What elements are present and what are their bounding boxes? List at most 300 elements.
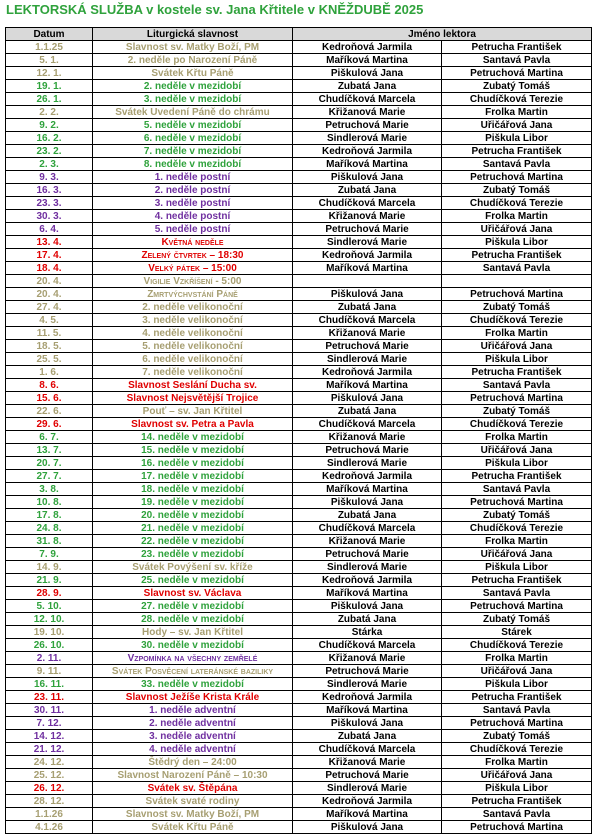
row-lector-2: Petruchová Martina	[442, 171, 592, 184]
row-lector-1: Zubatá Jana	[293, 613, 442, 626]
row-lector-1: Zubatá Jana	[293, 80, 442, 93]
row-liturgical-feast: 3. neděle postní	[93, 197, 293, 210]
row-lector-1: Piškulová Jana	[293, 821, 442, 834]
row-date: 26. 12.	[6, 782, 93, 795]
row-lector-2: Zubatý Tomáš	[442, 509, 592, 522]
table-row	[6, 80, 592, 93]
row-lector-2: Petrucha František	[442, 470, 592, 483]
row-lector-1: Chudíčková Marcela	[293, 93, 442, 106]
table-row	[6, 41, 592, 54]
row-lector-1: Stárka	[293, 626, 442, 639]
row-date: 31. 8.	[6, 535, 93, 548]
table-row	[6, 418, 592, 431]
row-date: 24. 8.	[6, 522, 93, 535]
table-row	[6, 314, 592, 327]
header-date: Datum	[6, 28, 93, 41]
row-lector-1: Sindlerová Marie	[293, 236, 442, 249]
row-liturgical-feast: Vzpomínka na všechny zemřelé	[93, 652, 293, 665]
row-lector-2: Zubatý Tomáš	[442, 80, 592, 93]
row-date: 6. 7.	[6, 431, 93, 444]
row-lector-2: Petrucha František	[442, 366, 592, 379]
row-lector-1: Chudíčková Marcela	[293, 418, 442, 431]
row-date: 1. 6.	[6, 366, 93, 379]
row-date: 16. 3.	[6, 184, 93, 197]
row-date: 20. 4.	[6, 275, 93, 288]
row-lector-2: Frolka Martin	[442, 106, 592, 119]
row-date: 24. 12.	[6, 756, 93, 769]
row-liturgical-feast: Slavnost sv. Václava	[93, 587, 293, 600]
row-lector-2: Santavá Pavla	[442, 704, 592, 717]
row-lector-2: Santavá Pavla	[442, 54, 592, 67]
row-lector-1: Chudíčková Marcela	[293, 197, 442, 210]
row-liturgical-feast: 15. neděle v mezidobí	[93, 444, 293, 457]
table-row	[6, 54, 592, 67]
table-row	[6, 587, 592, 600]
table-row	[6, 535, 592, 548]
row-lector-2: Uřičářová Jana	[442, 769, 592, 782]
row-date: 17. 8.	[6, 509, 93, 522]
row-liturgical-feast: 5. neděle v mezidobí	[93, 119, 293, 132]
table-row	[6, 223, 592, 236]
row-liturgical-feast: Velký pátek – 15:00	[93, 262, 293, 275]
row-lector-2: Santavá Pavla	[442, 808, 592, 821]
row-liturgical-feast: 1. neděle postní	[93, 171, 293, 184]
row-date: 13. 4.	[6, 236, 93, 249]
table-row	[6, 808, 592, 821]
row-lector-2: Frolka Martin	[442, 327, 592, 340]
row-lector-1: Petruchová Marie	[293, 769, 442, 782]
table-row	[6, 795, 592, 808]
row-liturgical-feast: Štědrý den – 24:00	[93, 756, 293, 769]
row-date: 26. 1.	[6, 93, 93, 106]
row-liturgical-feast: 2. neděle velikonoční	[93, 301, 293, 314]
document-title: LEKTORSKÁ SLUŽBA v kostele sv. Jana Křtitele v KNĚŽDUBĚ 2025	[6, 2, 424, 17]
table-row	[6, 93, 592, 106]
row-date: 20. 7.	[6, 457, 93, 470]
row-lector-1: Maříková Martina	[293, 704, 442, 717]
row-lector-1: Zubatá Jana	[293, 405, 442, 418]
row-liturgical-feast: 28. neděle v mezidobí	[93, 613, 293, 626]
row-date: 27. 4.	[6, 301, 93, 314]
row-date: 21. 12.	[6, 743, 93, 756]
row-lector-2: Piškula Libor	[442, 457, 592, 470]
row-lector-2: Petruchová Martina	[442, 496, 592, 509]
row-date: 9. 2.	[6, 119, 93, 132]
row-liturgical-feast: 8. neděle v mezidobí	[93, 158, 293, 171]
row-liturgical-feast: 2. neděle po Narození Páně	[93, 54, 293, 67]
table-row	[6, 301, 592, 314]
row-liturgical-feast: Slavnost Seslání Ducha sv.	[93, 379, 293, 392]
table-row	[6, 691, 592, 704]
row-date: 18. 4.	[6, 262, 93, 275]
row-date: 13. 7.	[6, 444, 93, 457]
row-liturgical-feast: 3. neděle adventní	[93, 730, 293, 743]
row-date: 10. 8.	[6, 496, 93, 509]
table-row	[6, 626, 592, 639]
row-lector-2: Petruchová Martina	[442, 717, 592, 730]
row-lector-1: Piškulová Jana	[293, 392, 442, 405]
row-liturgical-feast: 33. neděle v mezidobí	[93, 678, 293, 691]
table-row	[6, 652, 592, 665]
row-liturgical-feast: Vigilie Vzkříšení - 5:00	[93, 275, 293, 288]
row-liturgical-feast: 7. neděle v mezidobí	[93, 145, 293, 158]
row-liturgical-feast: 25. neděle v mezidobí	[93, 574, 293, 587]
row-liturgical-feast: 5. neděle postní	[93, 223, 293, 236]
row-lector-1: Piškulová Jana	[293, 67, 442, 80]
row-date: 16. 11.	[6, 678, 93, 691]
table-row	[6, 288, 592, 301]
row-liturgical-feast: Hody – sv. Jan Křtitel	[93, 626, 293, 639]
row-lector-1: Petruchová Marie	[293, 119, 442, 132]
row-lector-1: Křižanová Marie	[293, 535, 442, 548]
row-lector-1: Piškulová Jana	[293, 171, 442, 184]
row-lector-2: Petruchová Martina	[442, 67, 592, 80]
row-lector-2: Petrucha František	[442, 249, 592, 262]
row-lector-2: Stárek	[442, 626, 592, 639]
row-liturgical-feast: Květná neděle	[93, 236, 293, 249]
row-lector-1: Chudíčková Marcela	[293, 639, 442, 652]
table-row	[6, 106, 592, 119]
row-lector-2: Zubatý Tomáš	[442, 301, 592, 314]
row-liturgical-feast: 3. neděle velikonoční	[93, 314, 293, 327]
table-row	[6, 132, 592, 145]
row-lector-1: Maříková Martina	[293, 379, 442, 392]
row-lector-1: Kedroňová Jarmila	[293, 574, 442, 587]
row-liturgical-feast: Svátek sv. Štěpána	[93, 782, 293, 795]
row-lector-2: Frolka Martin	[442, 431, 592, 444]
row-date: 8. 6.	[6, 379, 93, 392]
row-lector-1: Kedroňová Jarmila	[293, 249, 442, 262]
row-liturgical-feast: Svátek Povýšení sv. kříže	[93, 561, 293, 574]
row-lector-2: Uřičářová Jana	[442, 340, 592, 353]
row-liturgical-feast: 20. neděle v mezidobí	[93, 509, 293, 522]
table-row	[6, 769, 592, 782]
table-row	[6, 678, 592, 691]
row-date: 4.1.26	[6, 821, 93, 834]
row-liturgical-feast: 6. neděle velikonoční	[93, 353, 293, 366]
table-row	[6, 145, 592, 158]
table-row	[6, 431, 592, 444]
row-date: 21. 9.	[6, 574, 93, 587]
row-liturgical-feast: Svátek Křtu Páně	[93, 67, 293, 80]
table-row	[6, 184, 592, 197]
table-row	[6, 743, 592, 756]
row-lector-2	[442, 275, 592, 288]
row-liturgical-feast: 4. neděle velikonoční	[93, 327, 293, 340]
row-lector-1: Kedroňová Jarmila	[293, 470, 442, 483]
row-date: 28. 9.	[6, 587, 93, 600]
row-liturgical-feast: 18. neděle v mezidobí	[93, 483, 293, 496]
row-lector-2: Frolka Martin	[442, 535, 592, 548]
row-lector-2: Chudíčková Terezie	[442, 639, 592, 652]
row-liturgical-feast: 6. neděle v mezidobí	[93, 132, 293, 145]
table-header-row	[6, 28, 592, 41]
row-lector-2: Chudíčková Terezie	[442, 197, 592, 210]
row-liturgical-feast: 17. neděle v mezidobí	[93, 470, 293, 483]
row-lector-2: Frolka Martin	[442, 756, 592, 769]
row-lector-2: Piškula Libor	[442, 353, 592, 366]
table-row	[6, 704, 592, 717]
row-lector-2: Petrucha František	[442, 795, 592, 808]
row-liturgical-feast: 27. neděle v mezidobí	[93, 600, 293, 613]
row-date: 30. 3.	[6, 210, 93, 223]
row-date: 23. 11.	[6, 691, 93, 704]
table-row	[6, 119, 592, 132]
table-row	[6, 821, 592, 834]
table-row	[6, 379, 592, 392]
row-lector-1: Maříková Martina	[293, 587, 442, 600]
table-row	[6, 457, 592, 470]
row-lector-1: Kedroňová Jarmila	[293, 691, 442, 704]
row-lector-2: Santavá Pavla	[442, 587, 592, 600]
lector-schedule-table	[5, 27, 592, 834]
table-row	[6, 561, 592, 574]
row-lector-1: Křižanová Marie	[293, 327, 442, 340]
row-date: 30. 11.	[6, 704, 93, 717]
row-date: 1.1.25	[6, 41, 93, 54]
row-lector-1: Petruchová Marie	[293, 340, 442, 353]
table-row	[6, 782, 592, 795]
row-lector-2: Petruchová Martina	[442, 392, 592, 405]
row-liturgical-feast: 4. neděle adventní	[93, 743, 293, 756]
row-liturgical-feast: Svátek Uvedení Páně do chrámu	[93, 106, 293, 119]
row-date: 6. 4.	[6, 223, 93, 236]
row-lector-1: Křižanová Marie	[293, 756, 442, 769]
table-row	[6, 496, 592, 509]
table-row	[6, 249, 592, 262]
row-lector-2: Petrucha František	[442, 574, 592, 587]
row-lector-2: Uřičářová Jana	[442, 665, 592, 678]
table-row	[6, 444, 592, 457]
row-lector-1: Petruchová Marie	[293, 548, 442, 561]
header-liturgical-feast: Liturgická slavnost	[93, 28, 293, 41]
row-liturgical-feast: Slavnost sv. Matky Boží, PM	[93, 808, 293, 821]
row-lector-2: Piškula Libor	[442, 236, 592, 249]
table-row	[6, 210, 592, 223]
table-row	[6, 405, 592, 418]
row-date: 18. 5.	[6, 340, 93, 353]
row-lector-2: Chudíčková Terezie	[442, 93, 592, 106]
table-row	[6, 236, 592, 249]
row-date: 3. 8.	[6, 483, 93, 496]
row-lector-1: Maříková Martina	[293, 54, 442, 67]
row-liturgical-feast: 2. neděle postní	[93, 184, 293, 197]
row-liturgical-feast: 5. neděle velikonoční	[93, 340, 293, 353]
row-liturgical-feast: Pouť – sv. Jan Křtitel	[93, 405, 293, 418]
row-liturgical-feast: Slavnost sv. Matky Boží, PM	[93, 41, 293, 54]
row-lector-2: Petrucha František	[442, 145, 592, 158]
row-lector-2: Uřičářová Jana	[442, 548, 592, 561]
table-row	[6, 613, 592, 626]
row-date: 22. 6.	[6, 405, 93, 418]
table-row	[6, 158, 592, 171]
table-row	[6, 353, 592, 366]
row-lector-1: Křižanová Marie	[293, 652, 442, 665]
row-lector-1: Petruchová Marie	[293, 665, 442, 678]
table-row	[6, 275, 592, 288]
row-date: 1.1.26	[6, 808, 93, 821]
row-liturgical-feast: 3. neděle v mezidobí	[93, 93, 293, 106]
row-lector-1: Piškulová Jana	[293, 288, 442, 301]
row-lector-1: Křižanová Marie	[293, 106, 442, 119]
row-lector-2: Piškula Libor	[442, 132, 592, 145]
row-date: 23. 2.	[6, 145, 93, 158]
row-date: 11. 5.	[6, 327, 93, 340]
row-liturgical-feast: Zmrtvýchvstání Páně	[93, 288, 293, 301]
table-row	[6, 717, 592, 730]
row-lector-1: Zubatá Jana	[293, 301, 442, 314]
table-row	[6, 574, 592, 587]
row-lector-2: Petrucha František	[442, 41, 592, 54]
row-date: 26. 10.	[6, 639, 93, 652]
row-lector-2: Uřičářová Jana	[442, 444, 592, 457]
row-liturgical-feast: Slavnost Ježíše Krista Krále	[93, 691, 293, 704]
row-date: 20. 4.	[6, 288, 93, 301]
row-lector-1: Sindlerová Marie	[293, 457, 442, 470]
row-date: 17. 4.	[6, 249, 93, 262]
row-date: 2. 11.	[6, 652, 93, 665]
row-lector-1: Piškulová Jana	[293, 496, 442, 509]
row-date: 23. 3.	[6, 197, 93, 210]
row-lector-1: Zubatá Jana	[293, 509, 442, 522]
row-lector-1	[293, 275, 442, 288]
table-row	[6, 730, 592, 743]
row-date: 7. 9.	[6, 548, 93, 561]
table-row	[6, 483, 592, 496]
row-liturgical-feast: Zelený čtvrtek – 18:30	[93, 249, 293, 262]
row-lector-1: Křižanová Marie	[293, 431, 442, 444]
table-row	[6, 366, 592, 379]
row-date: 14. 9.	[6, 561, 93, 574]
row-lector-2: Zubatý Tomáš	[442, 405, 592, 418]
row-date: 25. 12.	[6, 769, 93, 782]
row-lector-2: Chudíčková Terezie	[442, 522, 592, 535]
row-lector-2: Chudíčková Terezie	[442, 418, 592, 431]
row-lector-1: Kedroňová Jarmila	[293, 41, 442, 54]
row-lector-1: Kedroňová Jarmila	[293, 795, 442, 808]
row-date: 9. 11.	[6, 665, 93, 678]
row-lector-1: Maříková Martina	[293, 808, 442, 821]
table-row	[6, 197, 592, 210]
row-lector-2: Uřičářová Jana	[442, 223, 592, 236]
header-lector-name: Jméno lektora	[293, 28, 592, 41]
row-date: 5. 10.	[6, 600, 93, 613]
row-date: 25. 5.	[6, 353, 93, 366]
row-liturgical-feast: 23. neděle v mezidobí	[93, 548, 293, 561]
row-lector-1: Maříková Martina	[293, 483, 442, 496]
row-lector-2: Petruchová Martina	[442, 600, 592, 613]
row-lector-2: Frolka Martin	[442, 210, 592, 223]
table-row	[6, 548, 592, 561]
table-row	[6, 392, 592, 405]
table-row	[6, 756, 592, 769]
table-row	[6, 600, 592, 613]
row-lector-2: Zubatý Tomáš	[442, 613, 592, 626]
row-date: 5. 1.	[6, 54, 93, 67]
row-lector-2: Petruchová Martina	[442, 288, 592, 301]
row-liturgical-feast: Slavnost sv. Petra a Pavla	[93, 418, 293, 431]
row-lector-1: Maříková Martina	[293, 262, 442, 275]
row-lector-1: Sindlerová Marie	[293, 782, 442, 795]
row-date: 12. 10.	[6, 613, 93, 626]
row-lector-2: Piškula Libor	[442, 782, 592, 795]
row-lector-2: Santavá Pavla	[442, 158, 592, 171]
row-lector-1: Petruchová Marie	[293, 223, 442, 236]
row-lector-1: Zubatá Jana	[293, 184, 442, 197]
row-liturgical-feast: Svátek svaté rodiny	[93, 795, 293, 808]
row-lector-2: Uřičářová Jana	[442, 119, 592, 132]
row-liturgical-feast: Svátek Křtu Páně	[93, 821, 293, 834]
row-date: 14. 12.	[6, 730, 93, 743]
row-liturgical-feast: Slavnost Nejsvětější Trojice	[93, 392, 293, 405]
row-liturgical-feast: Slavnost Narození Páně – 10:30	[93, 769, 293, 782]
row-liturgical-feast: 1. neděle adventní	[93, 704, 293, 717]
table-body	[6, 41, 592, 834]
row-lector-2: Zubatý Tomáš	[442, 184, 592, 197]
table-row	[6, 327, 592, 340]
row-date: 16. 2.	[6, 132, 93, 145]
table-row	[6, 262, 592, 275]
row-lector-2: Chudíčková Terezie	[442, 314, 592, 327]
row-liturgical-feast: 2. neděle adventní	[93, 717, 293, 730]
row-lector-2: Petrucha František	[442, 691, 592, 704]
row-liturgical-feast: 30. neděle v mezidobí	[93, 639, 293, 652]
row-liturgical-feast: 21. neděle v mezidobí	[93, 522, 293, 535]
row-date: 29. 6.	[6, 418, 93, 431]
row-liturgical-feast: 14. neděle v mezidobí	[93, 431, 293, 444]
row-lector-1: Piškulová Jana	[293, 600, 442, 613]
table-row	[6, 509, 592, 522]
row-date: 19. 10.	[6, 626, 93, 639]
row-date: 7. 12.	[6, 717, 93, 730]
table-row	[6, 171, 592, 184]
row-date: 19. 1.	[6, 80, 93, 93]
row-lector-1: Piškulová Jana	[293, 717, 442, 730]
row-lector-2: Santavá Pavla	[442, 379, 592, 392]
row-lector-1: Sindlerová Marie	[293, 353, 442, 366]
row-date: 28. 12.	[6, 795, 93, 808]
row-date: 9. 3.	[6, 171, 93, 184]
row-liturgical-feast: 16. neděle v mezidobí	[93, 457, 293, 470]
row-lector-1: Chudíčková Marcela	[293, 522, 442, 535]
table-row	[6, 340, 592, 353]
row-lector-1: Maříková Martina	[293, 158, 442, 171]
row-lector-2: Santavá Pavla	[442, 262, 592, 275]
row-liturgical-feast: 7. neděle velikonoční	[93, 366, 293, 379]
row-lector-2: Petruchová Martina	[442, 821, 592, 834]
row-lector-2: Santavá Pavla	[442, 483, 592, 496]
row-lector-1: Sindlerová Marie	[293, 132, 442, 145]
row-liturgical-feast: Svátek Posvěcení lateránské baziliky	[93, 665, 293, 678]
table-row	[6, 639, 592, 652]
row-lector-1: Sindlerová Marie	[293, 678, 442, 691]
row-lector-1: Kedroňová Jarmila	[293, 145, 442, 158]
row-lector-2: Zubatý Tomáš	[442, 730, 592, 743]
row-lector-1: Zubatá Jana	[293, 730, 442, 743]
row-date: 27. 7.	[6, 470, 93, 483]
table-row	[6, 522, 592, 535]
row-lector-1: Sindlerová Marie	[293, 561, 442, 574]
row-date: 4. 5.	[6, 314, 93, 327]
row-liturgical-feast: 19. neděle v mezidobí	[93, 496, 293, 509]
row-date: 12. 1.	[6, 67, 93, 80]
table-row	[6, 470, 592, 483]
row-lector-2: Frolka Martin	[442, 652, 592, 665]
row-lector-1: Petruchová Marie	[293, 444, 442, 457]
row-lector-1: Chudíčková Marcela	[293, 314, 442, 327]
row-date: 2. 2.	[6, 106, 93, 119]
row-lector-1: Kedroňová Jarmila	[293, 366, 442, 379]
